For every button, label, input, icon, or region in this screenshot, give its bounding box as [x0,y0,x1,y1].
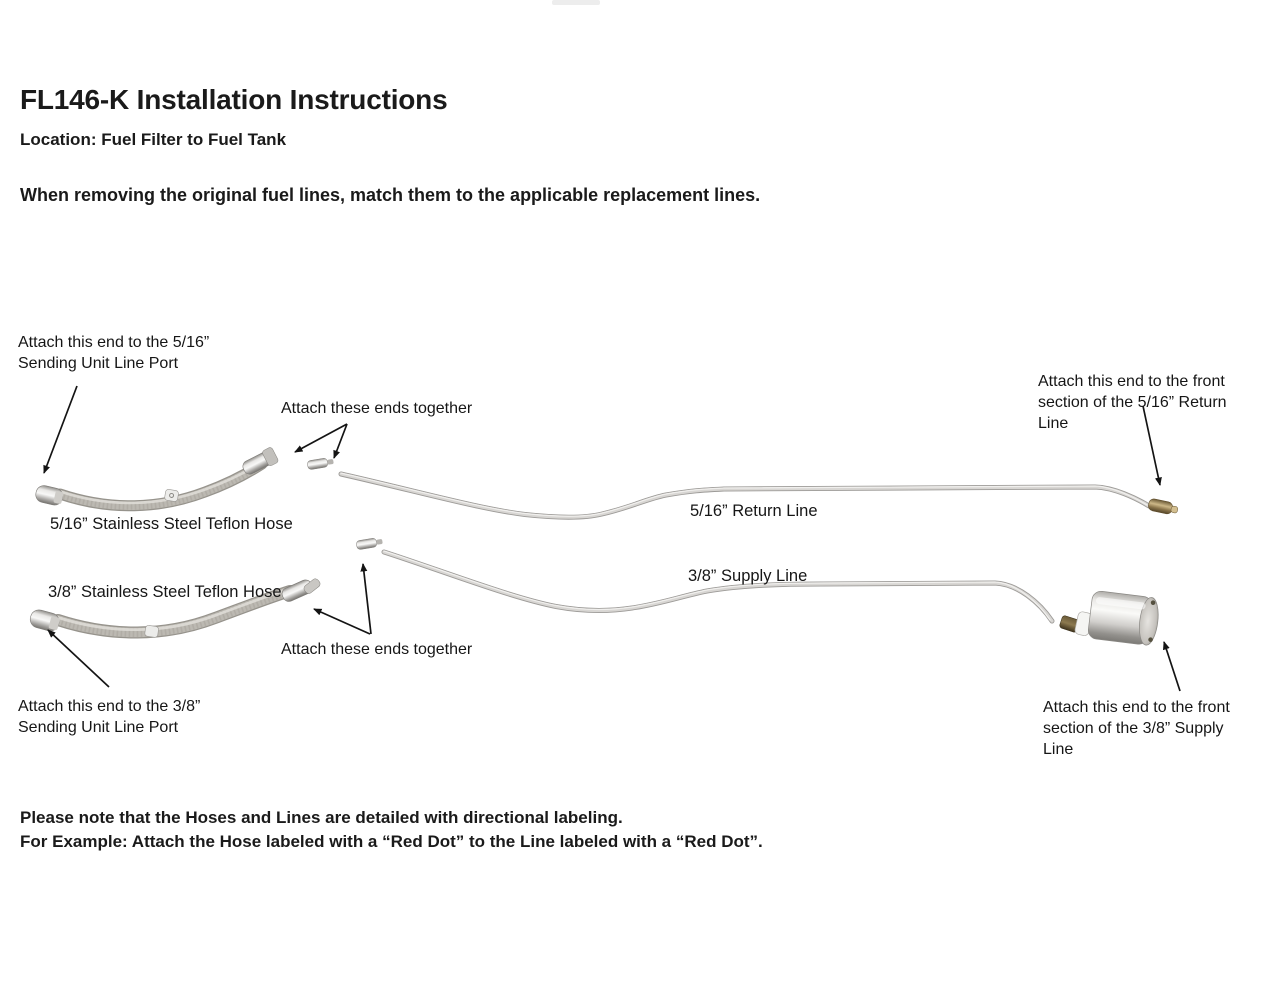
supply-line-front-fitting [356,537,383,550]
arrow-to-hose516-right-end [295,424,347,452]
fuel-filter-graphic [1059,590,1161,646]
return-line-end-fitting-brass [1148,498,1179,516]
label-attach-front-38-supply: Attach this end to the front section of the 3/8” Supply Line [1043,699,1230,758]
arrow-to-hose38-right-end [314,609,370,634]
arrow-to-hose516-left-end [44,386,77,473]
label-hose-516: 5/16” Stainless Steel Teflon Hose [50,515,293,533]
hose-516-graphic [34,447,279,507]
arrow-to-hose38-left-end [48,630,109,687]
label-supply-line: 3/8” Supply Line [688,567,808,585]
intro-instruction: When removing the original fuel lines, match them to the applicable replacement lines. [20,185,761,205]
label-attach-516-sending-unit: Attach this end to the 5/16” Sending Unit Line Port [18,334,210,372]
label-attach-ends-together-top: Attach these ends together [281,400,473,417]
footer-note [20,806,763,854]
arrow-to-supplyline-front-end [363,564,371,634]
arrow-to-fuel-filter [1164,642,1180,691]
footer-note-line1: Please note that the Hoses and Lines are detailed with directional labeling. [20,808,623,827]
location-subtitle: Location: Fuel Filter to Fuel Tank [20,130,287,149]
hose-516-mid-band [164,489,179,502]
label-attach-38-sending-unit: Attach this end to the 3/8” Sending Unit Line Port [18,698,201,736]
label-return-line: 5/16” Return Line [690,502,818,520]
label-attach-ends-together-bottom: Attach these ends together [281,641,473,658]
hose-38-left-fitting [28,608,61,633]
hose-38-mid-band [144,625,158,638]
label-attach-front-516-return: Attach this end to the front section of the 5/16” Return Line [1038,373,1227,432]
fuel-filter-body [1087,590,1160,646]
annotation-arrows [44,386,1180,691]
supply-line-graphic [356,537,1161,646]
page-title: FL146-K Installation Instructions [20,84,448,115]
hose-516-right-fitting [240,447,279,478]
label-hose-38: 3/8” Stainless Steel Teflon Hose [48,583,282,601]
footer-note-line2: For Example: Attach the Hose labeled with a “Red Dot” to the Line labeled with a “Red Dot”. [20,832,763,851]
return-line-front-fitting [307,457,334,470]
hose-516-left-fitting [34,484,64,507]
